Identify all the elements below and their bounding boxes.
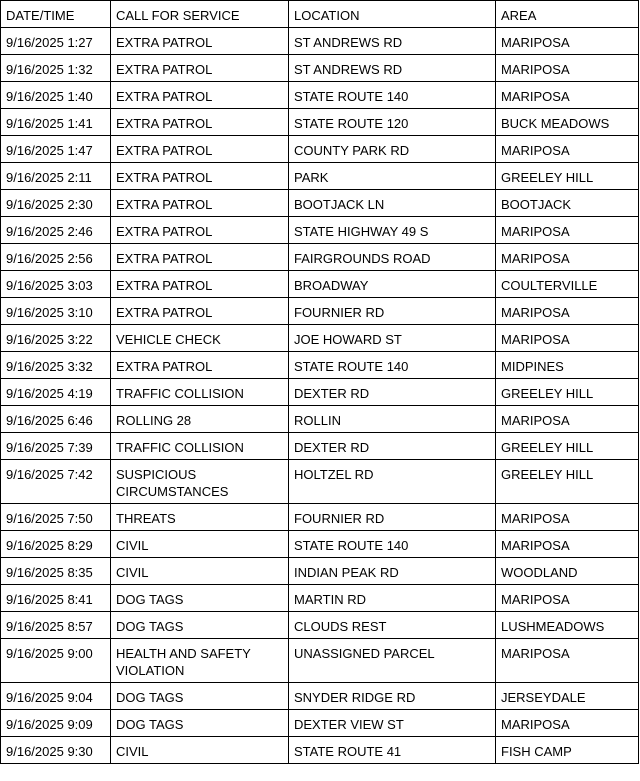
area-cell: WOODLAND bbox=[496, 558, 639, 585]
area-cell: BUCK MEADOWS bbox=[496, 109, 639, 136]
location-cell: JOE HOWARD ST bbox=[289, 325, 496, 352]
header-location: LOCATION bbox=[289, 1, 496, 28]
date-time-cell: 9/16/2025 8:35 bbox=[1, 558, 111, 585]
call-for-service-cell: SUSPICIOUS CIRCUMSTANCES bbox=[111, 460, 289, 504]
call-for-service-cell: EXTRA PATROL bbox=[111, 55, 289, 82]
location-cell: ST ANDREWS RD bbox=[289, 28, 496, 55]
date-time-cell: 9/16/2025 7:50 bbox=[1, 504, 111, 531]
table-row bbox=[1, 504, 639, 531]
area-cell: JERSEYDALE bbox=[496, 683, 639, 710]
call-for-service-cell: DOG TAGS bbox=[111, 683, 289, 710]
area-cell: MARIPOSA bbox=[496, 298, 639, 325]
table-row bbox=[1, 460, 639, 504]
table-row bbox=[1, 433, 639, 460]
date-time-cell: 9/16/2025 6:46 bbox=[1, 406, 111, 433]
location-cell: STATE ROUTE 41 bbox=[289, 737, 496, 764]
date-time-cell: 9/16/2025 1:32 bbox=[1, 55, 111, 82]
table-row bbox=[1, 55, 639, 82]
table-row bbox=[1, 82, 639, 109]
area-cell: COULTERVILLE bbox=[496, 271, 639, 298]
date-time-cell: 9/16/2025 9:09 bbox=[1, 710, 111, 737]
area-cell: FISH CAMP bbox=[496, 737, 639, 764]
date-time-cell: 9/16/2025 4:19 bbox=[1, 379, 111, 406]
location-cell: DEXTER VIEW ST bbox=[289, 710, 496, 737]
call-for-service-cell: EXTRA PATROL bbox=[111, 352, 289, 379]
location-cell: BOOTJACK LN bbox=[289, 190, 496, 217]
date-time-cell: 9/16/2025 3:22 bbox=[1, 325, 111, 352]
header-call-for-service: CALL FOR SERVICE bbox=[111, 1, 289, 28]
date-time-cell: 9/16/2025 8:29 bbox=[1, 531, 111, 558]
call-for-service-cell: EXTRA PATROL bbox=[111, 82, 289, 109]
table-row bbox=[1, 558, 639, 585]
call-for-service-cell: EXTRA PATROL bbox=[111, 109, 289, 136]
table-body bbox=[1, 28, 639, 764]
location-cell: ST ANDREWS RD bbox=[289, 55, 496, 82]
call-for-service-cell: DOG TAGS bbox=[111, 612, 289, 639]
call-for-service-cell: CIVIL bbox=[111, 558, 289, 585]
area-cell: MARIPOSA bbox=[496, 325, 639, 352]
call-for-service-cell: DOG TAGS bbox=[111, 585, 289, 612]
date-time-cell: 9/16/2025 1:27 bbox=[1, 28, 111, 55]
call-for-service-cell: VEHICLE CHECK bbox=[111, 325, 289, 352]
date-time-cell: 9/16/2025 1:40 bbox=[1, 82, 111, 109]
call-for-service-cell: ROLLING 28 bbox=[111, 406, 289, 433]
area-cell: GREELEY HILL bbox=[496, 460, 639, 504]
date-time-cell: 9/16/2025 3:32 bbox=[1, 352, 111, 379]
location-cell: SNYDER RIDGE RD bbox=[289, 683, 496, 710]
call-for-service-cell: EXTRA PATROL bbox=[111, 298, 289, 325]
call-for-service-cell: EXTRA PATROL bbox=[111, 190, 289, 217]
call-for-service-cell: THREATS bbox=[111, 504, 289, 531]
header-area: AREA bbox=[496, 1, 639, 28]
area-cell: MARIPOSA bbox=[496, 585, 639, 612]
date-time-cell: 9/16/2025 8:57 bbox=[1, 612, 111, 639]
area-cell: MARIPOSA bbox=[496, 28, 639, 55]
date-time-cell: 9/16/2025 7:39 bbox=[1, 433, 111, 460]
table-row bbox=[1, 109, 639, 136]
area-cell: GREELEY HILL bbox=[496, 163, 639, 190]
table-row bbox=[1, 379, 639, 406]
date-time-cell: 9/16/2025 1:41 bbox=[1, 109, 111, 136]
header-date-time: DATE/TIME bbox=[1, 1, 111, 28]
date-time-cell: 9/16/2025 2:56 bbox=[1, 244, 111, 271]
area-cell: MARIPOSA bbox=[496, 710, 639, 737]
table-row bbox=[1, 585, 639, 612]
date-time-cell: 9/16/2025 1:47 bbox=[1, 136, 111, 163]
call-for-service-cell: CIVIL bbox=[111, 531, 289, 558]
table-row bbox=[1, 352, 639, 379]
area-cell: MARIPOSA bbox=[496, 55, 639, 82]
call-for-service-cell: TRAFFIC COLLISION bbox=[111, 433, 289, 460]
location-cell: STATE ROUTE 120 bbox=[289, 109, 496, 136]
location-cell: HOLTZEL RD bbox=[289, 460, 496, 504]
location-cell: STATE ROUTE 140 bbox=[289, 531, 496, 558]
location-cell: ROLLIN bbox=[289, 406, 496, 433]
table-header bbox=[1, 1, 639, 28]
table-row bbox=[1, 612, 639, 639]
date-time-cell: 9/16/2025 8:41 bbox=[1, 585, 111, 612]
date-time-cell: 9/16/2025 3:10 bbox=[1, 298, 111, 325]
table-row bbox=[1, 298, 639, 325]
location-cell: DEXTER RD bbox=[289, 433, 496, 460]
call-for-service-cell: EXTRA PATROL bbox=[111, 217, 289, 244]
call-for-service-cell: EXTRA PATROL bbox=[111, 271, 289, 298]
table-row bbox=[1, 163, 639, 190]
date-time-cell: 9/16/2025 2:30 bbox=[1, 190, 111, 217]
location-cell: COUNTY PARK RD bbox=[289, 136, 496, 163]
table-row bbox=[1, 271, 639, 298]
location-cell: FAIRGROUNDS ROAD bbox=[289, 244, 496, 271]
location-cell: MARTIN RD bbox=[289, 585, 496, 612]
area-cell: GREELEY HILL bbox=[496, 433, 639, 460]
header-row bbox=[1, 1, 639, 28]
date-time-cell: 9/16/2025 2:11 bbox=[1, 163, 111, 190]
location-cell: STATE ROUTE 140 bbox=[289, 82, 496, 109]
table-row bbox=[1, 406, 639, 433]
date-time-cell: 9/16/2025 3:03 bbox=[1, 271, 111, 298]
area-cell: MARIPOSA bbox=[496, 217, 639, 244]
call-for-service-cell: DOG TAGS bbox=[111, 710, 289, 737]
area-cell: MARIPOSA bbox=[496, 531, 639, 558]
area-cell: GREELEY HILL bbox=[496, 379, 639, 406]
area-cell: MARIPOSA bbox=[496, 136, 639, 163]
area-cell: MARIPOSA bbox=[496, 82, 639, 109]
table-row bbox=[1, 136, 639, 163]
table-row bbox=[1, 639, 639, 683]
location-cell: PARK bbox=[289, 163, 496, 190]
table-row bbox=[1, 737, 639, 764]
call-for-service-cell: TRAFFIC COLLISION bbox=[111, 379, 289, 406]
date-time-cell: 9/16/2025 2:46 bbox=[1, 217, 111, 244]
table-row bbox=[1, 531, 639, 558]
area-cell: MARIPOSA bbox=[496, 244, 639, 271]
table-row bbox=[1, 190, 639, 217]
date-time-cell: 9/16/2025 9:30 bbox=[1, 737, 111, 764]
location-cell: BROADWAY bbox=[289, 271, 496, 298]
date-time-cell: 9/16/2025 9:00 bbox=[1, 639, 111, 683]
area-cell: BOOTJACK bbox=[496, 190, 639, 217]
location-cell: STATE ROUTE 140 bbox=[289, 352, 496, 379]
table-row bbox=[1, 325, 639, 352]
area-cell: MARIPOSA bbox=[496, 406, 639, 433]
location-cell: FOURNIER RD bbox=[289, 504, 496, 531]
table-row bbox=[1, 244, 639, 271]
area-cell: LUSHMEADOWS bbox=[496, 612, 639, 639]
table-row bbox=[1, 217, 639, 244]
call-for-service-cell: EXTRA PATROL bbox=[111, 244, 289, 271]
call-for-service-cell: CIVIL bbox=[111, 737, 289, 764]
location-cell: CLOUDS REST bbox=[289, 612, 496, 639]
call-for-service-cell: HEALTH AND SAFETY VIOLATION bbox=[111, 639, 289, 683]
date-time-cell: 9/16/2025 9:04 bbox=[1, 683, 111, 710]
date-time-cell: 9/16/2025 7:42 bbox=[1, 460, 111, 504]
location-cell: DEXTER RD bbox=[289, 379, 496, 406]
area-cell: MIDPINES bbox=[496, 352, 639, 379]
table-row bbox=[1, 28, 639, 55]
area-cell: MARIPOSA bbox=[496, 504, 639, 531]
table-row bbox=[1, 710, 639, 737]
location-cell: INDIAN PEAK RD bbox=[289, 558, 496, 585]
location-cell: STATE HIGHWAY 49 S bbox=[289, 217, 496, 244]
area-cell: MARIPOSA bbox=[496, 639, 639, 683]
location-cell: FOURNIER RD bbox=[289, 298, 496, 325]
table-row bbox=[1, 683, 639, 710]
call-for-service-cell: EXTRA PATROL bbox=[111, 28, 289, 55]
location-cell: UNASSIGNED PARCEL bbox=[289, 639, 496, 683]
call-for-service-cell: EXTRA PATROL bbox=[111, 163, 289, 190]
call-for-service-cell: EXTRA PATROL bbox=[111, 136, 289, 163]
